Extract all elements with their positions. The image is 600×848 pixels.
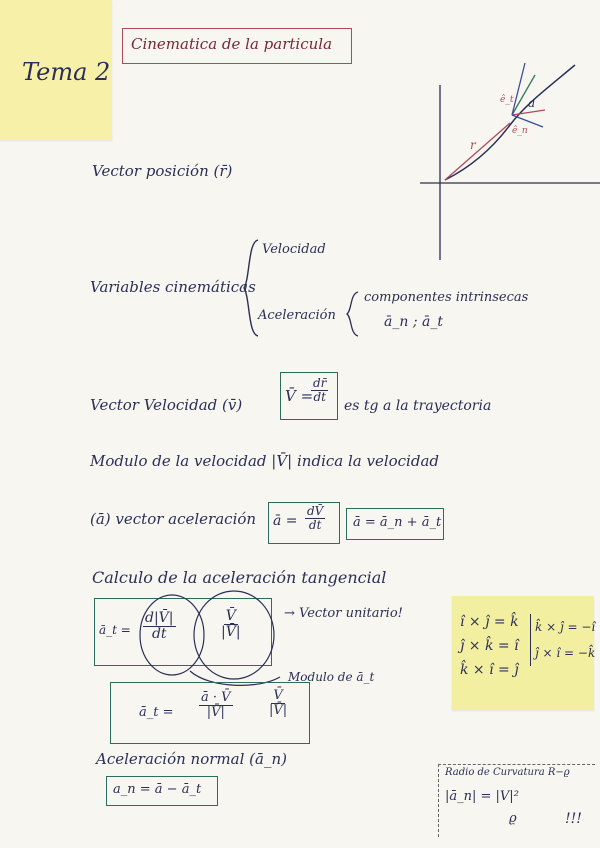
graph-en-label: ê_n bbox=[512, 126, 528, 136]
brace-left bbox=[240, 238, 260, 338]
page-title: Cinematica de la particula bbox=[131, 35, 333, 53]
tangential-formula-box-2 bbox=[110, 682, 310, 744]
bullet-modulo: Modulo de la velocidad |V̄| indica la velocidad bbox=[90, 452, 440, 470]
modulo-at-note: Modulo de ā_t bbox=[288, 670, 375, 684]
unit-vector-note: → Vector unitario! bbox=[284, 606, 403, 621]
accel-sum: ā = ā_n + ā_t bbox=[353, 515, 442, 530]
curvature-formula: |ā_n| = |V|² bbox=[445, 789, 519, 804]
velocidad-label: Velocidad bbox=[262, 242, 326, 257]
at2-unit bbox=[267, 689, 289, 717]
at2-unit-num: V̄ bbox=[273, 688, 283, 703]
accel-formula-box bbox=[268, 502, 340, 544]
vel-den: dt bbox=[313, 389, 326, 404]
at2-den: |V̄| bbox=[206, 704, 225, 720]
trajectory-graph bbox=[415, 55, 600, 265]
graph-r-label: r bbox=[470, 138, 476, 152]
vel-lhs: V̄ = bbox=[285, 387, 314, 405]
at2-unit-den: |V̄| bbox=[269, 702, 288, 718]
cross-line-5: ĵ × î = −k̂ bbox=[535, 646, 596, 660]
at2-lhs: ā_t = bbox=[139, 705, 174, 720]
title-box bbox=[122, 28, 352, 64]
brace-right bbox=[344, 290, 360, 338]
cross-line-3: k̂ × î = ĵ bbox=[460, 662, 519, 678]
bullet-acceleration: (ā) vector aceleración bbox=[90, 510, 257, 528]
at2-fraction bbox=[199, 691, 233, 719]
circle-annotations bbox=[130, 585, 310, 695]
bullet-tangential: Calculo de la aceleración tangencial bbox=[92, 568, 387, 587]
accel-den: dt bbox=[308, 517, 322, 532]
sticky-note-label: Tema 2 bbox=[22, 58, 111, 86]
vel-num: dr̄ bbox=[313, 376, 327, 390]
graph-a-label: a bbox=[528, 96, 536, 110]
sticky-note-cross-products bbox=[452, 596, 594, 710]
at-frac-den: dt bbox=[151, 625, 167, 642]
exclamation-marks: !!! bbox=[565, 811, 582, 827]
bullet-velocity: Vector Velocidad (v̄) bbox=[90, 396, 243, 414]
curvature-note bbox=[438, 764, 595, 837]
cross-col-1 bbox=[460, 610, 519, 682]
at-frac-num: d|V̄| bbox=[145, 610, 174, 626]
accel-fraction bbox=[305, 505, 325, 531]
cross-line-2: ĵ × k̂ = î bbox=[460, 638, 519, 654]
cross-line-4: k̂ × ĵ = −î bbox=[535, 620, 596, 634]
vel-tangent: es tg a la trayectoria bbox=[344, 398, 492, 414]
curvature-den: ϱ bbox=[509, 811, 517, 826]
accel-lhs: ā = bbox=[273, 513, 298, 529]
accel-sum-box bbox=[346, 508, 444, 540]
an-at-label: ā_n ; ā_t bbox=[384, 314, 443, 330]
at-unit-den: |V̄| bbox=[221, 623, 241, 640]
sticky-note-top bbox=[0, 0, 112, 140]
bullet-normal: Aceleración normal (ā_n) bbox=[96, 750, 287, 768]
an-formula: a_n = ā − ā_t bbox=[113, 782, 202, 797]
velocity-formula-box bbox=[280, 372, 338, 420]
curvature-title: Radio de Curvatura R−ϱ bbox=[445, 767, 570, 778]
bullet-position: Vector posición (r̄) bbox=[92, 162, 233, 180]
vel-fraction bbox=[311, 377, 328, 403]
cross-line-1: î × ĵ = k̂ bbox=[460, 614, 519, 630]
graph-et-label: ê_t bbox=[500, 95, 514, 105]
at-lhs: ā_t = bbox=[99, 623, 131, 637]
cross-col-2 bbox=[530, 614, 595, 666]
aceleracion-label: Aceleración bbox=[258, 308, 336, 323]
normal-formula-box bbox=[106, 776, 218, 806]
bullet-variables: Variables cinemáticas bbox=[90, 278, 256, 296]
componentes-label: componentes intrinsecas bbox=[364, 290, 529, 305]
at2-num: ā · V̄ bbox=[201, 690, 231, 705]
accel-num: dV̄ bbox=[307, 504, 324, 518]
at-unit-num: V̄ bbox=[225, 608, 236, 624]
